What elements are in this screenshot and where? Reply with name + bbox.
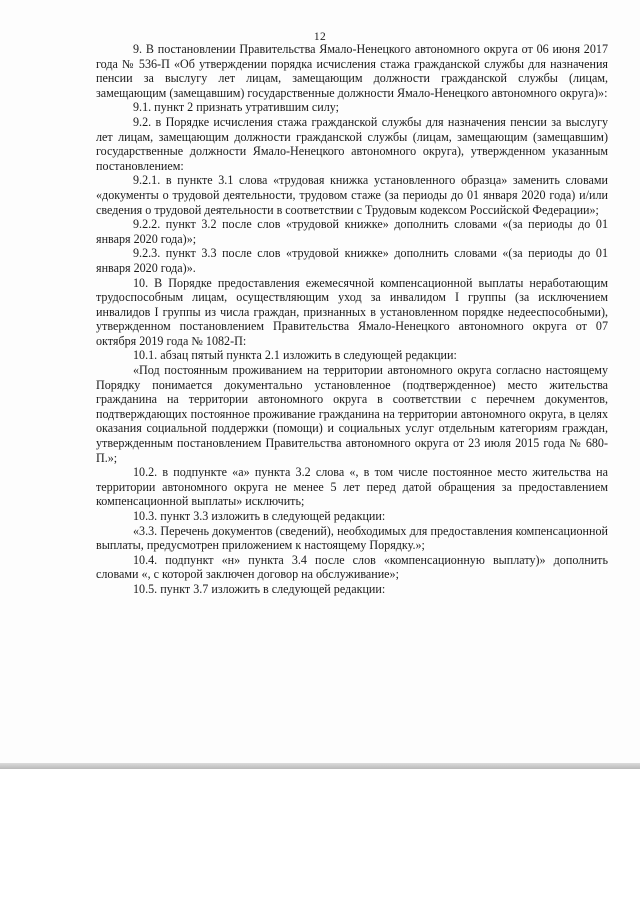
paragraph-9-2: 9.2. в Порядке исчисления стажа гражданской службы для назначения пенсии за выслугу лет лицам, замещающим должности гражданской службы (лицам, замещающим (замещавшим) государственные должности Ямало-Ненецкого автономного округа), утвержденном указанным постановлением: [96,114,608,173]
paragraph-10: 10. В Порядке предоставления ежемесячной компенсационной выплаты неработающим трудоспособным лицам, осуществляющим уход за инвалидом I группы (за исключением инвалидов I группы из числа граждан, признанных в установленном порядке недееспособными), утвержденном постановлением Правительства Ямало-Ненецкого автономного округа от 07 октября 2019 года № 1082-П: [96,275,608,348]
paragraph-9-2-1: 9.2.1. в пункте 3.1 слова «трудовая книжка установленного образца» заменить словами «документы о трудовой деятельности, трудовом стаже (за периоды до 01 января 2020 года) и/или сведения о трудовой деятельности в соответствии с Трудовым кодексом Российской Федерации»; [96,173,608,217]
paragraph-10-5: 10.5. пункт 3.7 изложить в следующей редакции: [133,581,386,596]
paragraph-9-2-3: 9.2.3. пункт 3.3 после слов «трудовой книжке» дополнить словами «(за периоды до 01 января 2020 года)». [96,246,608,275]
quoted-paragraph-residence: «Под постоянным проживанием на территории автономного округа согласно настоящему Порядку понимается документально установленное (подтвержденное) место жительства гражданина на территории автономного округа в соответствии с перечнем документов, подтверждающих постоянное проживание гражданина на территории автономного округа, в целях оказания социальной поддержки (помощи) и социальных услуг отдельным категориям граждан, утвержденным постановлением Правительства автономного округа от 23 июля 2015 года № 680-П.»; [96,363,608,465]
paragraph-9-1: 9.1. пункт 2 признать утратившим силу; [133,100,340,115]
document-body [96,42,608,597]
quoted-paragraph-3-3: «3.3. Перечень документов (сведений), необходимых для предоставления компенсационной выплаты, предусмотрен приложением к настоящему Порядку.»; [96,523,608,553]
paragraph-10-1: 10.1. абзац пятый пункта 2.1 изложить в следующей редакции: [133,348,457,363]
paragraph-10-3: 10.3. пункт 3.3 изложить в следующей редакции: [133,509,386,523]
paragraph-9-2-2: 9.2.2. пункт 3.2 после слов «трудовой книжке» дополнить словами «(за периоды до 01 января 2020 года)»; [96,217,608,246]
page-number: 12 [313,31,327,43]
paragraph-9: 9. В постановлении Правительства Ямало-Ненецкого автономного округа от 06 июня 2017 года № 536-П «Об утверждении порядка исчисления стажа гражданской службы для назначения пенсии за выслугу лет лицам, замещающим должности гражданской службы (лицам, замещающим (замещавшим) государственные должности Ямало-Ненецкого автономного округа)»: [96,42,608,100]
paragraph-10-2: 10.2. в подпункте «а» пункта 3.2 слова «, в том числе постоянное место жительства на территории автономного округа не менее 5 лет перед датой обращения за предоставлением компенсационной выплаты» исключить; [96,465,608,509]
paragraph-10-4: 10.4. подпункт «н» пункта 3.4 после слов «компенсационную выплату)» дополнить словами «, с которой заключен договор на обслуживание»; [96,552,608,582]
blank-area [0,769,640,905]
